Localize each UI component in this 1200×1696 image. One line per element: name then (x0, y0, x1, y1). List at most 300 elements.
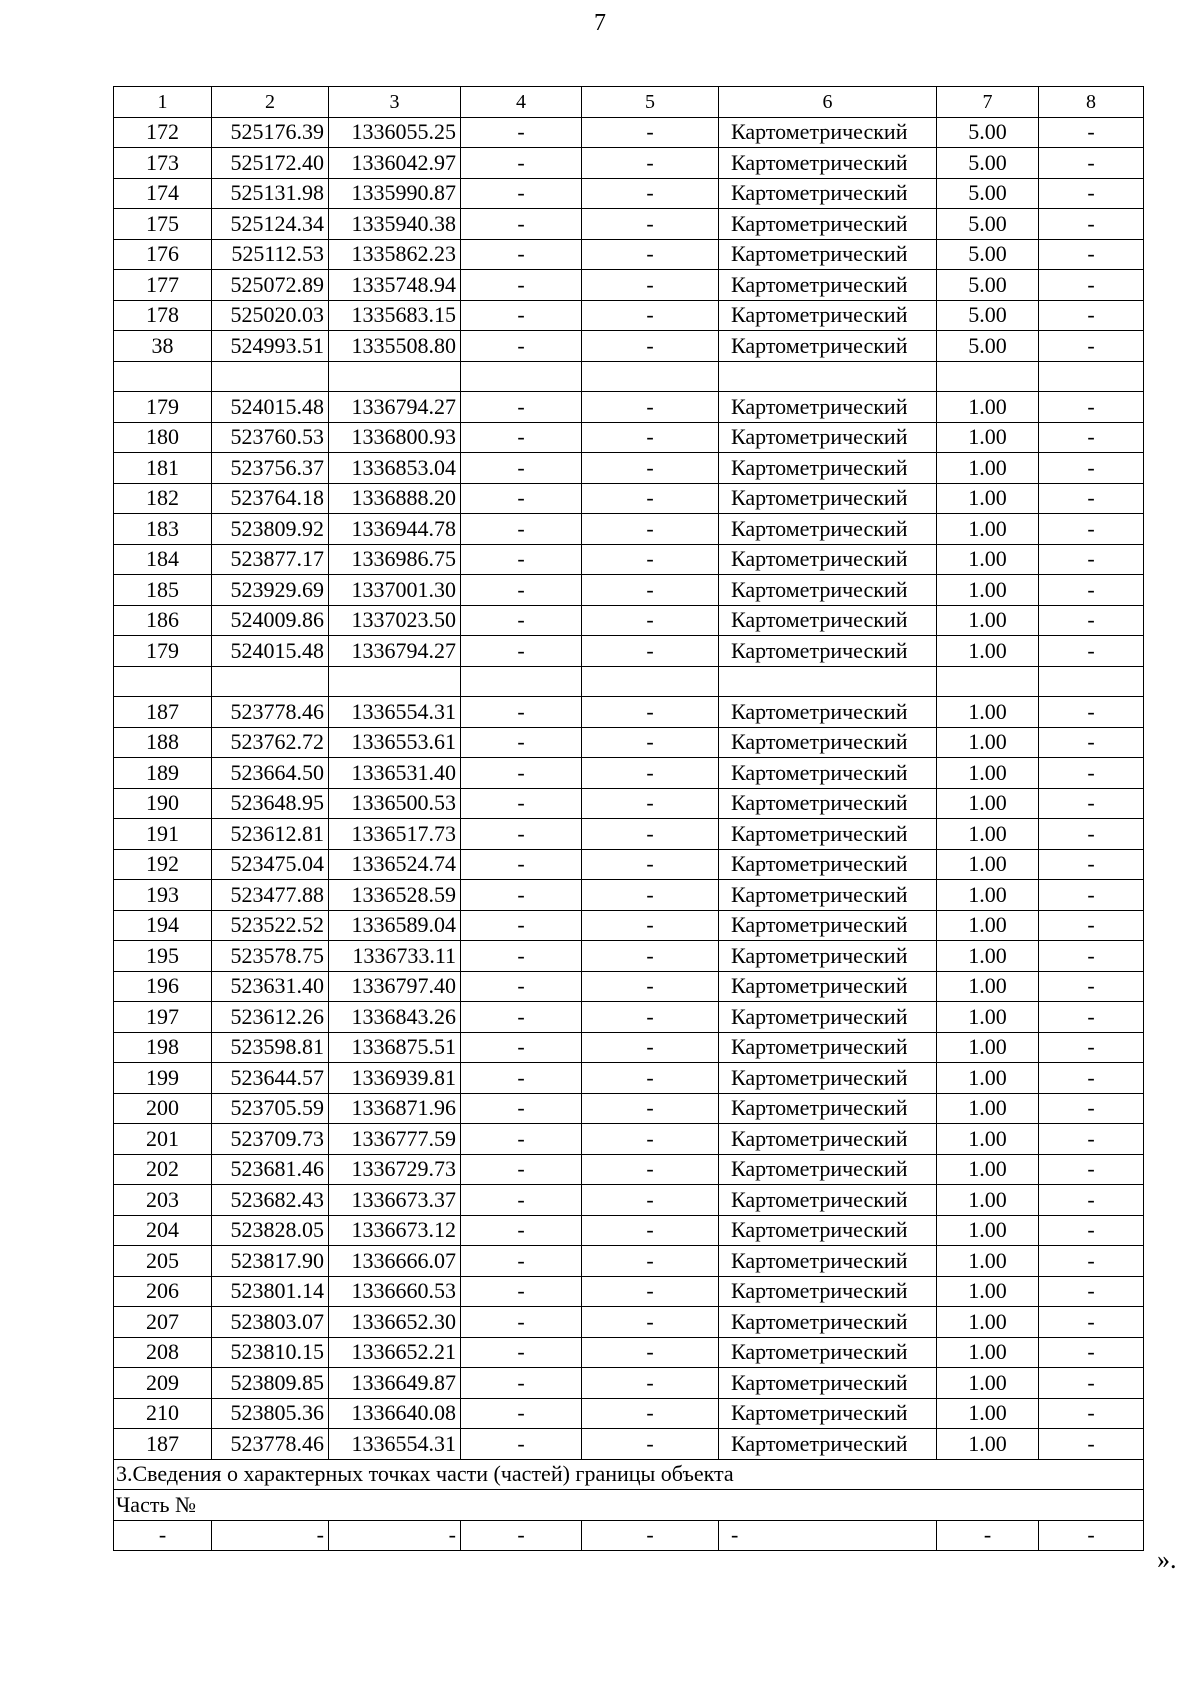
table-cell: 1.00 (937, 1154, 1039, 1185)
table-cell: Картометрический (719, 1093, 937, 1124)
table-cell: 523778.46 (212, 1429, 329, 1460)
table-cell: 1336673.37 (329, 1185, 461, 1216)
table-cell: Картометрический (719, 1368, 937, 1399)
table-cell (329, 361, 461, 392)
table-row (114, 148, 1144, 179)
table-cell: 1.00 (937, 1398, 1039, 1429)
table-cell: 525072.89 (212, 270, 329, 301)
table-cell: 1.00 (937, 453, 1039, 484)
table-cell: 1.00 (937, 1276, 1039, 1307)
table-cell: - (461, 636, 582, 667)
table-cell: 1336528.59 (329, 880, 461, 911)
table-cell: 172 (114, 117, 212, 148)
table-cell: 1336589.04 (329, 910, 461, 941)
table-cell: 6 (719, 87, 937, 118)
table-cell: - (461, 1520, 582, 1551)
table-cell: 1336553.61 (329, 727, 461, 758)
table-cell: - (582, 758, 719, 789)
table-cell: - (1039, 1337, 1144, 1368)
table-cell: - (461, 1185, 582, 1216)
table-spacer-row (114, 361, 1144, 392)
table-header-row (114, 87, 1144, 118)
table-row (114, 331, 1144, 362)
table-cell: 523612.81 (212, 819, 329, 850)
table-cell: - (461, 575, 582, 606)
table-cell: 5.00 (937, 148, 1039, 179)
table-row (114, 1154, 1144, 1185)
table-cell: - (461, 605, 582, 636)
table-cell: - (582, 453, 719, 484)
table-cell: - (582, 483, 719, 514)
table-cell: 186 (114, 605, 212, 636)
table-cell (329, 666, 461, 697)
table-cell: 1336888.20 (329, 483, 461, 514)
table-cell: 187 (114, 697, 212, 728)
table-row (114, 1276, 1144, 1307)
table-cell: - (461, 1429, 582, 1460)
table-cell: Картометрический (719, 1063, 937, 1094)
table-row (114, 971, 1144, 1002)
table-cell: 200 (114, 1093, 212, 1124)
table-cell: 523764.18 (212, 483, 329, 514)
table-cell: - (1039, 758, 1144, 789)
table-cell: - (461, 819, 582, 850)
table-cell: 1336500.53 (329, 788, 461, 819)
table-cell: - (461, 727, 582, 758)
table-cell: - (582, 331, 719, 362)
table-cell: 210 (114, 1398, 212, 1429)
table-row (114, 270, 1144, 301)
table-cell: - (461, 300, 582, 331)
table-cell: - (582, 544, 719, 575)
table-cell: - (582, 178, 719, 209)
table-cell: 1.00 (937, 819, 1039, 850)
table-cell: 1335862.23 (329, 239, 461, 270)
table-cell: 1.00 (937, 880, 1039, 911)
table-cell: - (1039, 1276, 1144, 1307)
table-cell: 1335748.94 (329, 270, 461, 301)
table-cell (937, 666, 1039, 697)
table-row (114, 819, 1144, 850)
table-cell: - (1039, 1185, 1144, 1216)
table-cell: 525112.53 (212, 239, 329, 270)
table-cell: 190 (114, 788, 212, 819)
table-cell: Картометрический (719, 1215, 937, 1246)
table-cell: 198 (114, 1032, 212, 1063)
table-cell: 523598.81 (212, 1032, 329, 1063)
table-cell: - (582, 1368, 719, 1399)
table-cell: 1.00 (937, 788, 1039, 819)
table-cell: - (582, 239, 719, 270)
table-cell: - (461, 544, 582, 575)
table-cell: 523644.57 (212, 1063, 329, 1094)
table-cell (1039, 361, 1144, 392)
table-cell (114, 666, 212, 697)
table-row (114, 483, 1144, 514)
table-cell: 523612.26 (212, 1002, 329, 1033)
table-cell: - (461, 941, 582, 972)
table-cell: 1.00 (937, 1246, 1039, 1277)
table-cell: 209 (114, 1368, 212, 1399)
table-cell: 7 (937, 87, 1039, 118)
table-cell: 195 (114, 941, 212, 972)
table-cell: - (1039, 575, 1144, 606)
table-cell: 1.00 (937, 697, 1039, 728)
table-cell: - (1039, 1002, 1144, 1033)
table-cell: Картометрический (719, 605, 937, 636)
table-cell: Картометрический (719, 1307, 937, 1338)
table-cell: - (461, 1032, 582, 1063)
table-cell: Картометрический (719, 849, 937, 880)
table-cell: - (1039, 331, 1144, 362)
table-cell: 1.00 (937, 605, 1039, 636)
table-cell: Картометрический (719, 270, 937, 301)
table-cell: 1.00 (937, 971, 1039, 1002)
table-cell: Картометрический (719, 1154, 937, 1185)
table-cell (937, 361, 1039, 392)
table-cell: - (1039, 148, 1144, 179)
table-cell (1039, 666, 1144, 697)
table-cell: 208 (114, 1337, 212, 1368)
table-cell: - (719, 1520, 937, 1551)
table-cell: Картометрический (719, 209, 937, 240)
table-row (114, 849, 1144, 880)
table-cell: 523809.92 (212, 514, 329, 545)
table-cell: 1 (114, 87, 212, 118)
table-cell: - (582, 1032, 719, 1063)
table-cell: 1.00 (937, 1124, 1039, 1155)
table-cell: 197 (114, 1002, 212, 1033)
table-cell (212, 361, 329, 392)
table-cell: 1.00 (937, 1032, 1039, 1063)
table-cell: 524009.86 (212, 605, 329, 636)
table-cell: 1336042.97 (329, 148, 461, 179)
table-cell: 523762.72 (212, 727, 329, 758)
table-cell: 523631.40 (212, 971, 329, 1002)
table-cell: - (461, 758, 582, 789)
table-cell: - (582, 727, 719, 758)
table-cell: - (1039, 1032, 1144, 1063)
table-cell: - (1039, 422, 1144, 453)
table-cell: 1.00 (937, 422, 1039, 453)
table-cell (582, 666, 719, 697)
table-cell: - (582, 1002, 719, 1033)
table-cell: - (582, 910, 719, 941)
table-cell: Картометрический (719, 1124, 937, 1155)
table-cell: 188 (114, 727, 212, 758)
table-cell: - (1039, 209, 1144, 240)
table-cell: Картометрический (719, 758, 937, 789)
table-cell: 4 (461, 87, 582, 118)
table-cell: 8 (1039, 87, 1144, 118)
table-cell: 1337001.30 (329, 575, 461, 606)
table-cell: - (582, 1215, 719, 1246)
table-cell: Картометрический (719, 819, 937, 850)
table-cell: - (461, 148, 582, 179)
table-cell: Картометрический (719, 788, 937, 819)
table-cell: - (461, 1276, 582, 1307)
table-row (114, 1368, 1144, 1399)
table-cell: - (582, 1124, 719, 1155)
table-cell: - (1039, 514, 1144, 545)
table-cell: - (461, 1154, 582, 1185)
table-cell: - (1039, 697, 1144, 728)
table-cell: 1336875.51 (329, 1032, 461, 1063)
coordinates-table (113, 86, 1144, 1551)
table-cell: - (1039, 971, 1144, 1002)
table-cell: - (461, 1124, 582, 1155)
table-cell: 525124.34 (212, 209, 329, 240)
table-cell: 1.00 (937, 727, 1039, 758)
table-row (114, 1032, 1144, 1063)
table-cell: 523805.36 (212, 1398, 329, 1429)
table-cell: - (582, 270, 719, 301)
table-cell: - (461, 514, 582, 545)
table-cell: 201 (114, 1124, 212, 1155)
table-cell: Картометрический (719, 1032, 937, 1063)
table-cell: 1.00 (937, 1307, 1039, 1338)
table-cell: 204 (114, 1215, 212, 1246)
table-cell: - (582, 971, 719, 1002)
table-cell: 184 (114, 544, 212, 575)
table-cell: 2 (212, 87, 329, 118)
table-cell: 38 (114, 331, 212, 362)
table-cell: 202 (114, 1154, 212, 1185)
table-cell: - (582, 209, 719, 240)
page-number: 7 (594, 10, 606, 36)
table-cell (582, 361, 719, 392)
table-cell: - (582, 636, 719, 667)
table-cell: - (1039, 910, 1144, 941)
table-cell: 178 (114, 300, 212, 331)
table-cell: - (582, 1185, 719, 1216)
table-cell: Картометрический (719, 1002, 937, 1033)
table-cell: - (582, 514, 719, 545)
table-cell: 1.00 (937, 636, 1039, 667)
table-cell: 185 (114, 575, 212, 606)
table-cell: 1336794.27 (329, 392, 461, 423)
table-cell: 1336794.27 (329, 636, 461, 667)
table-cell: 1335683.15 (329, 300, 461, 331)
table-cell: - (1039, 727, 1144, 758)
table-row (114, 758, 1144, 789)
table-cell: 1336986.75 (329, 544, 461, 575)
table-cell: 1335508.80 (329, 331, 461, 362)
table-cell: Картометрический (719, 422, 937, 453)
table-row (114, 788, 1144, 819)
table-cell: - (582, 148, 719, 179)
table-cell: 525020.03 (212, 300, 329, 331)
table-cell: Картометрический (719, 544, 937, 575)
table-cell: - (1039, 1307, 1144, 1338)
table-cell: 5.00 (937, 270, 1039, 301)
table-cell: 1336652.21 (329, 1337, 461, 1368)
table-cell: - (1039, 239, 1144, 270)
table-cell: 1335940.38 (329, 209, 461, 240)
table-cell: 1.00 (937, 544, 1039, 575)
table-cell: 1336944.78 (329, 514, 461, 545)
table-cell: - (461, 209, 582, 240)
table-cell: 1.00 (937, 758, 1039, 789)
table-cell: 523705.59 (212, 1093, 329, 1124)
table-cell: 524015.48 (212, 636, 329, 667)
table-row (114, 514, 1144, 545)
table-cell: - (1039, 849, 1144, 880)
table-cell: Картометрический (719, 1337, 937, 1368)
table-cell: Картометрический (719, 514, 937, 545)
table-cell (212, 666, 329, 697)
table-cell (461, 361, 582, 392)
table-cell: - (1039, 178, 1144, 209)
table-cell: 5.00 (937, 239, 1039, 270)
table-cell: 525176.39 (212, 117, 329, 148)
table-cell: 205 (114, 1246, 212, 1277)
table-cell: 1336871.96 (329, 1093, 461, 1124)
table-row (114, 422, 1144, 453)
table-cell: 193 (114, 880, 212, 911)
table-cell: 1.00 (937, 1063, 1039, 1094)
table-cell: - (582, 1520, 719, 1551)
table-cell: 192 (114, 849, 212, 880)
table-cell: - (461, 788, 582, 819)
table-cell: - (937, 1520, 1039, 1551)
table-cell: 176 (114, 239, 212, 270)
table-cell (461, 666, 582, 697)
table-cell: 523778.46 (212, 697, 329, 728)
table-cell: 1336524.74 (329, 849, 461, 880)
table-cell: - (461, 910, 582, 941)
table-cell: 523475.04 (212, 849, 329, 880)
table-cell: - (1039, 1093, 1144, 1124)
table-cell: Картометрический (719, 575, 937, 606)
table-row (114, 1185, 1144, 1216)
table-row (114, 910, 1144, 941)
table-cell: - (461, 392, 582, 423)
table-cell: 179 (114, 392, 212, 423)
table-cell: 1336853.04 (329, 453, 461, 484)
table-row (114, 453, 1144, 484)
table-cell: - (461, 697, 582, 728)
table-cell: - (1039, 636, 1144, 667)
table-cell: 5.00 (937, 178, 1039, 209)
table-cell: Картометрический (719, 941, 937, 972)
table-cell: - (582, 1063, 719, 1094)
table-cell: 1336733.11 (329, 941, 461, 972)
table-cell: Картометрический (719, 727, 937, 758)
table-cell: 525172.40 (212, 148, 329, 179)
table-cell: - (582, 575, 719, 606)
part-number-row-cell: Часть № (114, 1490, 1144, 1521)
table-cell: 523817.90 (212, 1246, 329, 1277)
table-final-row (114, 1520, 1144, 1551)
table-cell: - (461, 1093, 582, 1124)
table-cell: Картометрический (719, 880, 937, 911)
table-cell: Картометрический (719, 697, 937, 728)
table-cell: 1336729.73 (329, 1154, 461, 1185)
table-cell: - (1039, 1154, 1144, 1185)
table-cell: 1337023.50 (329, 605, 461, 636)
table-cell: 1336640.08 (329, 1398, 461, 1429)
table-row (114, 178, 1144, 209)
table-cell: - (1039, 392, 1144, 423)
table-cell: 206 (114, 1276, 212, 1307)
section-3-title-row (114, 1459, 1144, 1490)
table-cell: Картометрический (719, 910, 937, 941)
table-cell: Картометрический (719, 1398, 937, 1429)
table-row (114, 1093, 1144, 1124)
table-cell: - (1039, 453, 1144, 484)
table-cell: 523664.50 (212, 758, 329, 789)
table-cell: Картометрический (719, 178, 937, 209)
table-cell: 189 (114, 758, 212, 789)
table-cell: 1.00 (937, 1185, 1039, 1216)
table-row (114, 1063, 1144, 1094)
table-cell: 1.00 (937, 1002, 1039, 1033)
table-cell: 1336531.40 (329, 758, 461, 789)
table-cell: 1336777.59 (329, 1124, 461, 1155)
table-cell: Картометрический (719, 392, 937, 423)
table-cell: 1.00 (937, 1215, 1039, 1246)
table-row (114, 941, 1144, 972)
table-cell: - (1039, 1124, 1144, 1155)
table-cell: Картометрический (719, 148, 937, 179)
table-cell: 1336800.93 (329, 422, 461, 453)
table-cell: 5.00 (937, 209, 1039, 240)
table-cell: 524993.51 (212, 331, 329, 362)
table-cell: - (1039, 605, 1144, 636)
table-cell: Картометрический (719, 239, 937, 270)
table-cell: - (1039, 1520, 1144, 1551)
table-cell: - (461, 880, 582, 911)
table-row (114, 1215, 1144, 1246)
table-row (114, 880, 1144, 911)
table-cell: 1336666.07 (329, 1246, 461, 1277)
table-cell: - (1039, 1429, 1144, 1460)
table-cell: 1.00 (937, 514, 1039, 545)
table-cell: - (1039, 300, 1144, 331)
table-cell: 523828.05 (212, 1215, 329, 1246)
table-cell: Картометрический (719, 1276, 937, 1307)
table-cell: Картометрический (719, 1185, 937, 1216)
table-cell: - (582, 819, 719, 850)
table-cell: 173 (114, 148, 212, 179)
table-cell: - (461, 1337, 582, 1368)
table-cell: 196 (114, 971, 212, 1002)
table-cell: 1.00 (937, 910, 1039, 941)
table-cell: 1336554.31 (329, 1429, 461, 1460)
table-cell: Картометрический (719, 453, 937, 484)
table-cell: 207 (114, 1307, 212, 1338)
table-cell: 523877.17 (212, 544, 329, 575)
table-cell: - (461, 117, 582, 148)
table-cell: 524015.48 (212, 392, 329, 423)
table-row (114, 544, 1144, 575)
table-cell: 191 (114, 819, 212, 850)
table-cell: - (461, 1368, 582, 1399)
part-number-row (114, 1490, 1144, 1521)
table-cell: - (1039, 544, 1144, 575)
table-cell: - (461, 971, 582, 1002)
table-cell: 523648.95 (212, 788, 329, 819)
table-cell: 5.00 (937, 331, 1039, 362)
table-row (114, 727, 1144, 758)
table-cell: Картометрический (719, 1429, 937, 1460)
table-cell: - (582, 1337, 719, 1368)
table-cell: 523801.14 (212, 1276, 329, 1307)
table-cell: - (582, 605, 719, 636)
table-cell: 523760.53 (212, 422, 329, 453)
table-cell: - (461, 178, 582, 209)
